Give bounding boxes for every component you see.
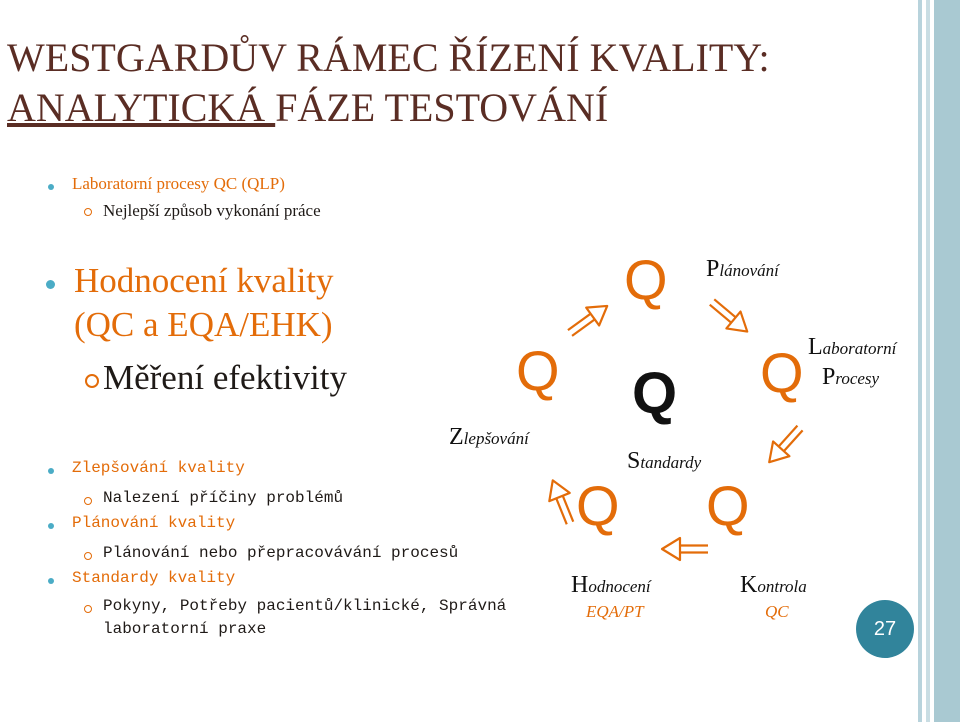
bullet-lab-processes: Laboratorní procesy QC (QLP) (72, 174, 285, 193)
label-qc: QC (765, 602, 789, 621)
bullet-improvement: Zlepšování kvality (72, 459, 245, 477)
label-laboratory: Laboratorní (808, 334, 897, 360)
q-center: Q (632, 361, 678, 426)
sub-measure-efficiency: Měření efektivity (103, 358, 347, 397)
label-planning: Plánování (706, 256, 779, 282)
q-improvement: Q (516, 339, 560, 402)
label-eqa-pt: EQA/PT (586, 602, 644, 621)
label-control: Kontrola (740, 572, 807, 598)
page-number-badge: 27 (856, 600, 914, 658)
q-planning: Q (624, 248, 668, 311)
bullet-planning: Plánování kvality (72, 514, 236, 532)
label-processes: Procesy (822, 364, 880, 390)
title-rest: FÁZE TESTOVÁNÍ (275, 85, 609, 130)
arrow-lab-to-control (761, 421, 808, 470)
arrow-improvement-to-planning (564, 297, 614, 342)
bullet-standards: Standardy kvality (72, 569, 236, 587)
sub-guidelines-2: laboratorní praxe (103, 620, 267, 638)
q-control: Q (706, 474, 750, 537)
bullet-quality-assessment-1: Hodnocení kvality (74, 261, 334, 300)
label-improvement: Zlepšování (449, 424, 529, 450)
title-underlined: ANALYTICKÁ (7, 85, 276, 130)
sub-planning-processes: Plánování nebo přepracovávání procesů (103, 544, 459, 562)
q-lab-processes: Q (760, 341, 804, 404)
sub-guidelines-1: Pokyny, Potřeby pacientů/klinické, Správná (103, 597, 507, 615)
sub-best-way: Nejlepší způsob vykonání práce (103, 201, 321, 220)
sub-find-cause: Nalezení příčiny problémů (103, 489, 344, 507)
arrow-assessment-to-improvement (543, 476, 581, 527)
label-standards: Standardy (627, 448, 702, 474)
arrow-planning-to-lab (705, 294, 754, 340)
q-assessment: Q (576, 474, 620, 537)
label-assessment: Hodnocení (571, 572, 651, 598)
slide-title-line1: WESTGARDŮV RÁMEC ŘÍZENÍ KVALITY: (7, 35, 770, 80)
bullet-quality-assessment-2: (QC a EQA/EHK) (74, 305, 333, 344)
arrow-control-to-assessment (662, 538, 708, 560)
